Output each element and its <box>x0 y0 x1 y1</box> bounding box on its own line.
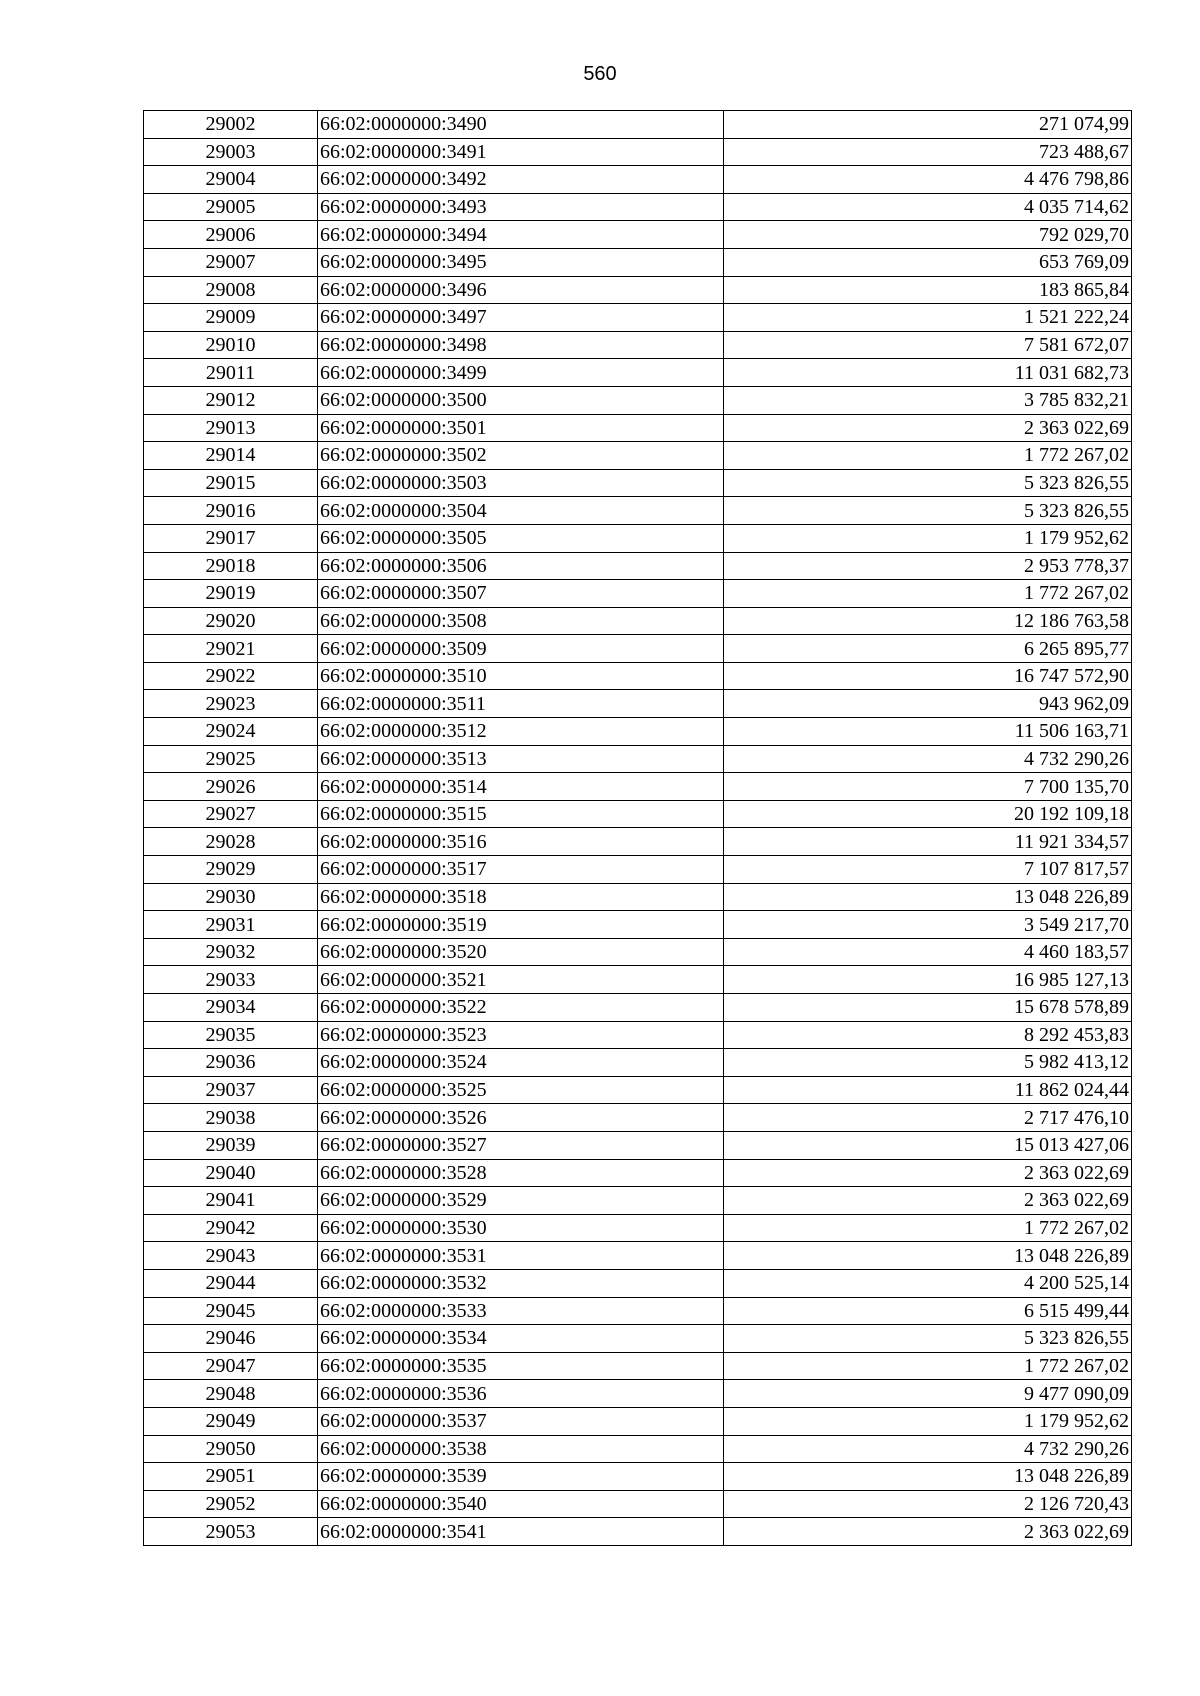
row-number-cell: 29034 <box>144 994 318 1022</box>
cadastral-number-cell: 66:02:0000000:3520 <box>318 938 724 966</box>
page-number: 560 <box>583 63 617 85</box>
cadastral-number-cell: 66:02:0000000:3504 <box>318 497 724 525</box>
table-row <box>144 138 1132 166</box>
row-number-cell: 29046 <box>144 1325 318 1353</box>
cadastral-value-cell: 2 363 022,69 <box>724 1159 1132 1187</box>
cadastral-number-cell: 66:02:0000000:3541 <box>318 1518 724 1546</box>
cadastral-number-cell: 66:02:0000000:3509 <box>318 635 724 663</box>
cadastral-value-cell: 13 048 226,89 <box>724 1242 1132 1270</box>
cadastral-number-cell: 66:02:0000000:3532 <box>318 1269 724 1297</box>
row-number-cell: 29041 <box>144 1187 318 1215</box>
cadastral-value-cell: 16 747 572,90 <box>724 662 1132 690</box>
table-row <box>144 524 1132 552</box>
cadastral-value-cell: 15 678 578,89 <box>724 994 1132 1022</box>
table-row <box>144 607 1132 635</box>
table-row <box>144 1076 1132 1104</box>
row-number-cell: 29021 <box>144 635 318 663</box>
row-number-cell: 29006 <box>144 221 318 249</box>
row-number-cell: 29016 <box>144 497 318 525</box>
row-number-cell: 29051 <box>144 1463 318 1491</box>
row-number-cell: 29040 <box>144 1159 318 1187</box>
table-row <box>144 1380 1132 1408</box>
table-row <box>144 1297 1132 1325</box>
table-row <box>144 745 1132 773</box>
row-number-cell: 29009 <box>144 304 318 332</box>
cadastral-value-cell: 13 048 226,89 <box>724 883 1132 911</box>
cadastral-value-cell: 6 515 499,44 <box>724 1297 1132 1325</box>
table-row <box>144 1352 1132 1380</box>
row-number-cell: 29026 <box>144 773 318 801</box>
row-number-cell: 29002 <box>144 111 318 139</box>
table-row <box>144 1518 1132 1546</box>
cadastral-number-cell: 66:02:0000000:3506 <box>318 552 724 580</box>
cadastral-value-cell: 13 048 226,89 <box>724 1463 1132 1491</box>
cadastral-value-cell: 6 265 895,77 <box>724 635 1132 663</box>
cadastral-number-cell: 66:02:0000000:3494 <box>318 221 724 249</box>
row-number-cell: 29011 <box>144 359 318 387</box>
table-row <box>144 690 1132 718</box>
row-number-cell: 29020 <box>144 607 318 635</box>
row-number-cell: 29013 <box>144 414 318 442</box>
cadastral-number-cell: 66:02:0000000:3540 <box>318 1490 724 1518</box>
table-row <box>144 1214 1132 1242</box>
cadastral-value-cell: 1 179 952,62 <box>724 524 1132 552</box>
cadastral-value-cell: 12 186 763,58 <box>724 607 1132 635</box>
cadastral-value-cell: 11 031 682,73 <box>724 359 1132 387</box>
table-row <box>144 221 1132 249</box>
cadastral-value-cell: 792 029,70 <box>724 221 1132 249</box>
table-row <box>144 276 1132 304</box>
cadastral-value-cell: 7 107 817,57 <box>724 856 1132 884</box>
cadastral-value-cell: 7 700 135,70 <box>724 773 1132 801</box>
cadastral-number-cell: 66:02:0000000:3524 <box>318 1049 724 1077</box>
cadastral-value-cell: 2 126 720,43 <box>724 1490 1132 1518</box>
table-row <box>144 580 1132 608</box>
table-row <box>144 1187 1132 1215</box>
cadastral-number-cell: 66:02:0000000:3525 <box>318 1076 724 1104</box>
row-number-cell: 29019 <box>144 580 318 608</box>
cadastral-number-cell: 66:02:0000000:3495 <box>318 248 724 276</box>
cadastral-number-cell: 66:02:0000000:3536 <box>318 1380 724 1408</box>
row-number-cell: 29012 <box>144 386 318 414</box>
cadastral-value-cell: 4 732 290,26 <box>724 1435 1132 1463</box>
cadastral-number-cell: 66:02:0000000:3497 <box>318 304 724 332</box>
cadastral-number-cell: 66:02:0000000:3500 <box>318 386 724 414</box>
cadastral-number-cell: 66:02:0000000:3528 <box>318 1159 724 1187</box>
cadastral-number-cell: 66:02:0000000:3526 <box>318 1104 724 1132</box>
table-row <box>144 304 1132 332</box>
cadastral-value-cell: 2 363 022,69 <box>724 414 1132 442</box>
row-number-cell: 29050 <box>144 1435 318 1463</box>
cadastral-number-cell: 66:02:0000000:3530 <box>318 1214 724 1242</box>
cadastral-number-cell: 66:02:0000000:3519 <box>318 911 724 939</box>
cadastral-number-cell: 66:02:0000000:3537 <box>318 1407 724 1435</box>
row-number-cell: 29017 <box>144 524 318 552</box>
table-row <box>144 635 1132 663</box>
cadastral-value-cell: 2 363 022,69 <box>724 1518 1132 1546</box>
row-number-cell: 29024 <box>144 718 318 746</box>
cadastral-value-cell: 1 772 267,02 <box>724 1214 1132 1242</box>
cadastral-number-cell: 66:02:0000000:3513 <box>318 745 724 773</box>
cadastral-number-cell: 66:02:0000000:3512 <box>318 718 724 746</box>
cadastral-value-cell: 943 962,09 <box>724 690 1132 718</box>
table-row <box>144 193 1132 221</box>
table-row <box>144 166 1132 194</box>
cadastral-number-cell: 66:02:0000000:3538 <box>318 1435 724 1463</box>
row-number-cell: 29030 <box>144 883 318 911</box>
row-number-cell: 29035 <box>144 1021 318 1049</box>
row-number-cell: 29029 <box>144 856 318 884</box>
table-row <box>144 1159 1132 1187</box>
cadastral-value-cell: 1 772 267,02 <box>724 580 1132 608</box>
table-row <box>144 331 1132 359</box>
table-row <box>144 1269 1132 1297</box>
row-number-cell: 29010 <box>144 331 318 359</box>
table-row <box>144 938 1132 966</box>
cadastral-number-cell: 66:02:0000000:3518 <box>318 883 724 911</box>
table-row <box>144 1435 1132 1463</box>
row-number-cell: 29004 <box>144 166 318 194</box>
cadastral-value-cell: 9 477 090,09 <box>724 1380 1132 1408</box>
cadastral-number-cell: 66:02:0000000:3527 <box>318 1131 724 1159</box>
table-row <box>144 1407 1132 1435</box>
cadastral-value-cell: 4 476 798,86 <box>724 166 1132 194</box>
cadastral-number-cell: 66:02:0000000:3534 <box>318 1325 724 1353</box>
cadastral-value-cell: 3 785 832,21 <box>724 386 1132 414</box>
table-row <box>144 386 1132 414</box>
cadastral-value-cell: 1 772 267,02 <box>724 1352 1132 1380</box>
row-number-cell: 29036 <box>144 1049 318 1077</box>
cadastral-number-cell: 66:02:0000000:3523 <box>318 1021 724 1049</box>
table-row <box>144 497 1132 525</box>
table-row <box>144 718 1132 746</box>
row-number-cell: 29027 <box>144 800 318 828</box>
cadastral-number-cell: 66:02:0000000:3491 <box>318 138 724 166</box>
table-row <box>144 662 1132 690</box>
row-number-cell: 29018 <box>144 552 318 580</box>
row-number-cell: 29015 <box>144 469 318 497</box>
cadastral-value-cell: 15 013 427,06 <box>724 1131 1132 1159</box>
row-number-cell: 29023 <box>144 690 318 718</box>
table-row <box>144 1325 1132 1353</box>
cadastral-number-cell: 66:02:0000000:3508 <box>318 607 724 635</box>
cadastral-value-cell: 7 581 672,07 <box>724 331 1132 359</box>
cadastral-number-cell: 66:02:0000000:3510 <box>318 662 724 690</box>
row-number-cell: 29037 <box>144 1076 318 1104</box>
cadastral-value-cell: 5 323 826,55 <box>724 497 1132 525</box>
cadastral-number-cell: 66:02:0000000:3531 <box>318 1242 724 1270</box>
cadastral-number-cell: 66:02:0000000:3493 <box>318 193 724 221</box>
cadastral-value-cell: 3 549 217,70 <box>724 911 1132 939</box>
row-number-cell: 29032 <box>144 938 318 966</box>
table-row <box>144 1104 1132 1132</box>
table-row <box>144 966 1132 994</box>
cadastral-number-cell: 66:02:0000000:3517 <box>318 856 724 884</box>
row-number-cell: 29048 <box>144 1380 318 1408</box>
cadastral-value-cell: 8 292 453,83 <box>724 1021 1132 1049</box>
row-number-cell: 29005 <box>144 193 318 221</box>
table-row <box>144 994 1132 1022</box>
table-row <box>144 800 1132 828</box>
table-row <box>144 883 1132 911</box>
cadastral-value-cell: 183 865,84 <box>724 276 1132 304</box>
row-number-cell: 29022 <box>144 662 318 690</box>
table-row <box>144 442 1132 470</box>
table-row <box>144 414 1132 442</box>
cadastral-value-cell: 1 179 952,62 <box>724 1407 1132 1435</box>
cadastral-value-cell: 11 506 163,71 <box>724 718 1132 746</box>
row-number-cell: 29052 <box>144 1490 318 1518</box>
table-row <box>144 1463 1132 1491</box>
cadastral-number-cell: 66:02:0000000:3535 <box>318 1352 724 1380</box>
cadastral-value-cell: 4 200 525,14 <box>724 1269 1132 1297</box>
cadastral-value-cell: 1 772 267,02 <box>724 442 1132 470</box>
cadastral-value-cell: 5 982 413,12 <box>724 1049 1132 1077</box>
cadastral-number-cell: 66:02:0000000:3515 <box>318 800 724 828</box>
cadastral-number-cell: 66:02:0000000:3539 <box>318 1463 724 1491</box>
row-number-cell: 29025 <box>144 745 318 773</box>
cadastral-number-cell: 66:02:0000000:3498 <box>318 331 724 359</box>
cadastral-value-cell: 5 323 826,55 <box>724 469 1132 497</box>
cadastral-value-cell: 653 769,09 <box>724 248 1132 276</box>
row-number-cell: 29045 <box>144 1297 318 1325</box>
cadastral-value-cell: 16 985 127,13 <box>724 966 1132 994</box>
table-row <box>144 828 1132 856</box>
row-number-cell: 29042 <box>144 1214 318 1242</box>
cadastral-value-cell: 20 192 109,18 <box>724 800 1132 828</box>
table-row <box>144 856 1132 884</box>
row-number-cell: 29033 <box>144 966 318 994</box>
cadastral-value-cell: 2 717 476,10 <box>724 1104 1132 1132</box>
cadastral-number-cell: 66:02:0000000:3496 <box>318 276 724 304</box>
row-number-cell: 29053 <box>144 1518 318 1546</box>
cadastral-number-cell: 66:02:0000000:3501 <box>318 414 724 442</box>
row-number-cell: 29003 <box>144 138 318 166</box>
table-row <box>144 1131 1132 1159</box>
cadastral-value-cell: 723 488,67 <box>724 138 1132 166</box>
table-body <box>144 111 1132 1546</box>
cadastral-value-cell: 271 074,99 <box>724 111 1132 139</box>
row-number-cell: 29039 <box>144 1131 318 1159</box>
cadastral-value-cell: 1 521 222,24 <box>724 304 1132 332</box>
row-number-cell: 29031 <box>144 911 318 939</box>
cadastral-number-cell: 66:02:0000000:3514 <box>318 773 724 801</box>
table-row <box>144 1049 1132 1077</box>
row-number-cell: 29014 <box>144 442 318 470</box>
cadastral-value-cell: 5 323 826,55 <box>724 1325 1132 1353</box>
cadastral-value-table <box>143 110 1132 1546</box>
cadastral-value-cell: 11 862 024,44 <box>724 1076 1132 1104</box>
cadastral-number-cell: 66:02:0000000:3505 <box>318 524 724 552</box>
table-row <box>144 111 1132 139</box>
table-row <box>144 1021 1132 1049</box>
row-number-cell: 29044 <box>144 1269 318 1297</box>
cadastral-number-cell: 66:02:0000000:3511 <box>318 690 724 718</box>
table-row <box>144 911 1132 939</box>
table-row <box>144 469 1132 497</box>
cadastral-number-cell: 66:02:0000000:3499 <box>318 359 724 387</box>
cadastral-number-cell: 66:02:0000000:3507 <box>318 580 724 608</box>
cadastral-value-cell: 11 921 334,57 <box>724 828 1132 856</box>
row-number-cell: 29007 <box>144 248 318 276</box>
row-number-cell: 29049 <box>144 1407 318 1435</box>
table-row <box>144 1242 1132 1270</box>
row-number-cell: 29043 <box>144 1242 318 1270</box>
cadastral-number-cell: 66:02:0000000:3502 <box>318 442 724 470</box>
cadastral-value-cell: 4 732 290,26 <box>724 745 1132 773</box>
cadastral-number-cell: 66:02:0000000:3533 <box>318 1297 724 1325</box>
table-row <box>144 248 1132 276</box>
row-number-cell: 29028 <box>144 828 318 856</box>
cadastral-value-cell: 4 035 714,62 <box>724 193 1132 221</box>
cadastral-number-cell: 66:02:0000000:3522 <box>318 994 724 1022</box>
table-row <box>144 1490 1132 1518</box>
cadastral-number-cell: 66:02:0000000:3516 <box>318 828 724 856</box>
cadastral-value-cell: 2 953 778,37 <box>724 552 1132 580</box>
cadastral-number-cell: 66:02:0000000:3492 <box>318 166 724 194</box>
row-number-cell: 29038 <box>144 1104 318 1132</box>
cadastral-number-cell: 66:02:0000000:3529 <box>318 1187 724 1215</box>
cadastral-value-cell: 4 460 183,57 <box>724 938 1132 966</box>
cadastral-number-cell: 66:02:0000000:3490 <box>318 111 724 139</box>
table-row <box>144 359 1132 387</box>
cadastral-number-cell: 66:02:0000000:3521 <box>318 966 724 994</box>
table-row <box>144 773 1132 801</box>
cadastral-value-cell: 2 363 022,69 <box>724 1187 1132 1215</box>
cadastral-number-cell: 66:02:0000000:3503 <box>318 469 724 497</box>
row-number-cell: 29047 <box>144 1352 318 1380</box>
row-number-cell: 29008 <box>144 276 318 304</box>
table-row <box>144 552 1132 580</box>
